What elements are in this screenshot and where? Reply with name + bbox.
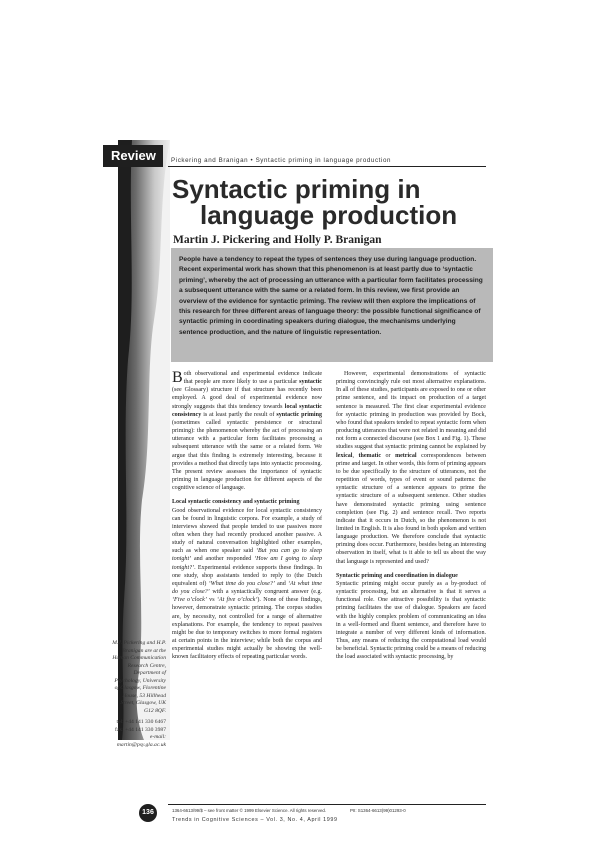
footer-rule [168,804,486,805]
quote: ‘But you can go to sleep tonight’ [172,548,322,563]
text: (sometimes called syntactic persistence or structural priming): the phenomenon whereby the act of processing an utterance with a particular form facilitates processing a subsequent utterance with the same or a related form. We argue that this finding is extremely interesting, because it provides a method that directly taps into syntactic processing. The present review assesses the importance of syntactic priming in language production for different aspects of the cognitive science of language. [172,419,322,492]
contact-info [110,719,166,749]
text: is at least partly the result of [201,411,277,418]
glossary-term: thematic [358,452,381,459]
title-line-1: Syntactic priming in [172,174,421,204]
glossary-term: lexical [336,452,353,459]
text: vs [206,597,217,604]
text: and [274,580,289,587]
title-line-2: language production [200,200,458,230]
quote: ‘What time do you close?’ [208,580,275,587]
quote: ‘Five o’clock’ [172,597,207,604]
text: oth observational and experimental evidence indicate that people are more likely to use a particular [183,371,322,386]
text: . Experimental evidence supports these findings. In one study, shop assistants tended to reply to (the Dutch equivalent of) [172,564,322,587]
text: correspondences between prime and target. In other words, this form of priming appears to be due specifically to the structure of utterances, not the repetition of words, types of event or sound patterns: the syntactic structure of a sentence appears to prime the syntactic structure of a subsequent sentence. Other studies have demonstrated syntactic priming using sentence completion [336,452,487,516]
section-heading: Syntactic priming and coordination in dialogue [336,572,458,579]
affiliation-text: M.J. Pickering and H.P. Branigan are at the Human Communication Research Centre, Department of Psychology, University of Glasgow, Florentine House, 53 Hillhead Street, Glasgow, UK G12 8QF. [112,640,166,714]
text: . In all of these studies, participants are exposed to one or other prime sentence, and its impact on production of a target sentence is measured. The first clear experimental evidence for syntactic priming in production was provided by Bock [336,379,486,418]
text: , [352,452,359,459]
running-head: Pickering and Branigan • Syntactic priming in language production [171,157,392,164]
paragraph [336,580,486,662]
text: . [305,654,308,661]
article-title [172,176,492,228]
fax: fax: +44 141 330 3987 [114,726,166,733]
paragraph [172,370,322,492]
quote: ‘At five o’clock’ [216,597,258,604]
footer-journal: Trends in Cognitive Sciences – Vol. 3, No. 4, April 1999 [172,817,338,823]
body-column-2 [336,370,486,661]
glossary-term: syntactic [299,379,322,386]
text: language production. We therefore conclude that syntactic priming does occur. Furthermore, besides being an interesting observation in itself, what is it able to tell us about the way that language is represented and used? [336,534,486,565]
header-rule [168,166,486,167]
paragraph [172,507,322,662]
abstract-text: People have a tendency to repeat the types of sentences they use during language production. Recent experimental work has shown that this phenomenon is at least partly due to ‘syntactic priming’, whereby the act of processing an utterance with a particular form facilitates processing a subsequent utterance with the same or a related form. In this review, we first provide an overview of the evidence for syntactic priming. The review will then explore the implications of this research for three different areas of language theory: the possible functional significance of syntactic priming in coordinating speakers during dialogue, the mechanisms underlying sentence production, and the nature of linguistic representation. [179,256,483,336]
glossary-term: metrical [395,452,417,459]
text: . A good deal of experimental evidence now strongly suggests that this tendency towards [172,395,322,410]
text: . For example, a study of interviews showed that people tended to use passives more often when they had recently produced another passive [172,515,322,538]
abstract-box [171,248,493,362]
footer-pii: PII: S1364-6613(99)01293-0 [350,808,406,813]
quote: ‘How am I going to sleep tonight?’ [172,556,322,571]
text: (see Fig. 2) and sentence recall [363,509,451,516]
text: , so the phenomenon is not limited in English. It is also found in both spoken [336,517,486,532]
section-heading: Local syntactic consistency and syntactic priming [172,499,300,506]
text: However, experimental demonstrations of syntactic priming convincingly rule out most alternative explanations [336,371,486,386]
text: . Thus, any means of reducing the computational load would be beneficial. Syntactic priming could be a means of reducing the load associated with syntactic processing, by [336,629,486,661]
text: . A study of natural conversation highlighted other examples, such as when one speaker said [172,531,322,555]
text: , who found that speakers tended to repeat syntactic form when producing utterances that were not related in meaning and did not form a connected discourse (see Box 1 and Fig. 1). These studies suggest that syntactic priming cannot be explained by [336,411,486,451]
text: (see Glossary) structure if that structure has recently been employed [172,387,322,402]
authors: Martin J. Pickering and Holly P. Branigan [173,234,382,246]
section-tab: Review [103,145,163,167]
drop-cap: B [172,369,183,386]
text: and written [456,525,487,532]
text: and another responded [191,556,255,563]
tel: tel: +44 141 330 6467 [116,719,166,725]
footer-copyright: 1364-6613/99/$ – see front matter © 1999 Elsevier Science. All rights reserved. [172,808,327,813]
email: e-mail: martin@psy.gla.ac.uk [116,734,166,748]
page-number-badge: 136 [139,804,157,822]
text: Syntactic priming might occur purely as a by-product of syntactic processing, but an alternative is that it serves a functional role. One attractive possibility is that syntactic priming facilitates the use of dialogue. Speakers are faced with the highly complex problem of communicating an idea in a well-formed and fluent sentence, and therefore have to integrate a number of very different kinds of information [336,580,486,636]
paragraph [336,370,486,566]
text: Good observational evidence for local syntactic consistency can be found in linguistic corpora [172,507,322,522]
text: with a syntactically congruent answer (e.g. [209,589,322,596]
text: ). None of these findings, however, demonstrate syntactic priming. The corpus studies are, by necessity, not controlled for a range of alternative explanations. For example, the tendency to repeat passives might be due to temporary switches to more formal registers at certain points in the interview; while both the corpus and experimental studies might actually be showing the well-known facilitatory effects of repeating particular words [172,597,323,661]
text: . Two reports indicate that it occurs in Dutch [336,509,486,524]
body-column-1 [172,370,322,661]
glossary-term: local syntactic consistency [172,403,322,418]
glossary-term: syntactic priming [276,411,322,418]
text: or [381,452,396,459]
quote: ‘At what time do you close?’ [172,580,322,596]
author-affiliation [110,640,166,753]
